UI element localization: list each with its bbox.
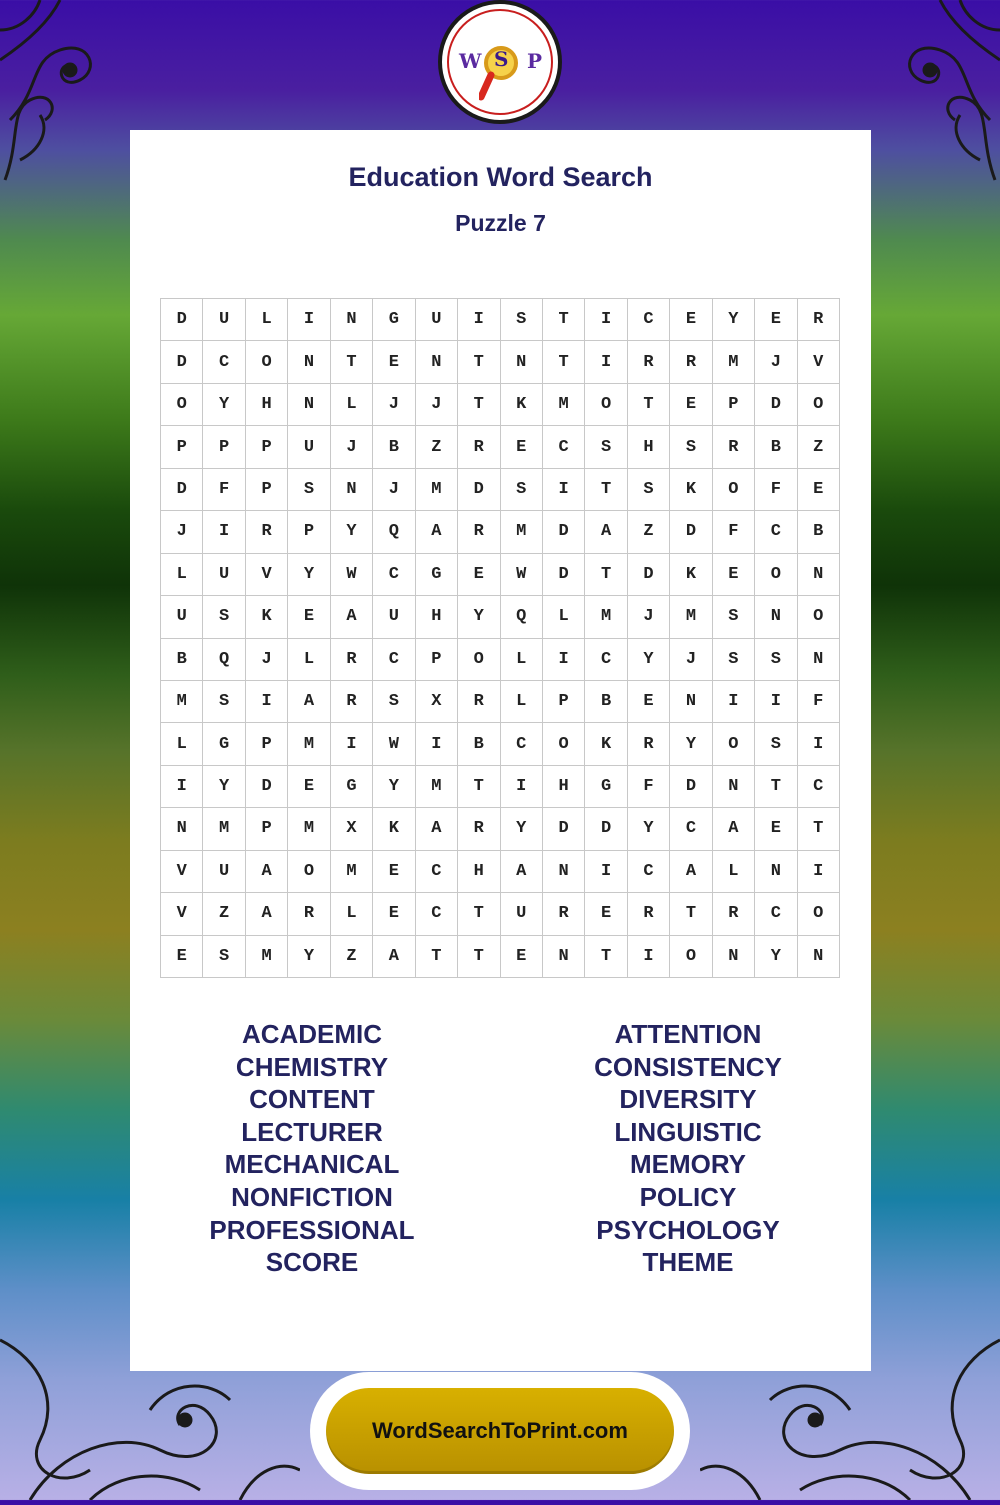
grid-cell[interactable]: J [331,426,373,468]
grid-cell[interactable]: F [713,511,755,553]
grid-cell[interactable]: L [331,893,373,935]
logo-letter-s: S [494,47,509,71]
grid-cell[interactable]: Y [203,766,245,808]
grid-cell[interactable]: G [203,723,245,765]
grid-cell[interactable]: E [373,893,415,935]
grid-cell[interactable]: M [585,596,627,638]
grid-cell[interactable]: R [713,426,755,468]
grid-cell[interactable]: V [161,851,203,893]
grid-cell[interactable]: J [161,511,203,553]
grid-cell[interactable]: A [373,936,415,978]
grid-cell[interactable]: A [670,851,712,893]
grid-cell[interactable]: R [331,681,373,723]
grid-cell[interactable]: Z [798,426,840,468]
grid-cell[interactable]: N [798,639,840,681]
grid-cell[interactable]: D [246,766,288,808]
grid-cell[interactable]: I [585,299,627,341]
grid-cell[interactable]: C [416,893,458,935]
word-list-item: CONTENT [249,1084,375,1115]
grid-cell[interactable]: V [798,341,840,383]
grid-cell[interactable]: R [543,893,585,935]
grid-cell[interactable]: T [458,341,500,383]
word-list-item: CONSISTENCY [594,1051,782,1082]
grid-cell[interactable]: A [416,808,458,850]
grid-cell[interactable]: Q [203,639,245,681]
grid-cell[interactable]: I [755,681,797,723]
grid-cell[interactable]: N [713,766,755,808]
grid-cell[interactable]: T [585,936,627,978]
grid-cell[interactable]: B [161,639,203,681]
grid-cell[interactable]: F [203,469,245,511]
grid-cell[interactable]: P [246,723,288,765]
grid-cell[interactable]: M [670,596,712,638]
grid-cell[interactable]: I [585,851,627,893]
grid-cell[interactable]: R [670,341,712,383]
grid-cell[interactable]: M [246,936,288,978]
grid-cell[interactable]: T [416,936,458,978]
grid-cell[interactable]: U [203,554,245,596]
grid-cell[interactable]: I [246,681,288,723]
grid-cell[interactable]: K [670,469,712,511]
grid-cell[interactable]: I [628,936,670,978]
grid-cell[interactable]: I [416,723,458,765]
grid-cell[interactable]: J [416,384,458,426]
grid-cell[interactable]: E [755,299,797,341]
grid-cell[interactable]: E [161,936,203,978]
grid-cell[interactable]: S [713,639,755,681]
word-list-item: LINGUISTIC [614,1116,762,1147]
grid-cell[interactable]: C [628,299,670,341]
grid-cell[interactable]: S [373,681,415,723]
word-list-item: THEME [642,1247,734,1278]
grid-cell[interactable]: E [373,851,415,893]
grid-cell[interactable]: U [203,851,245,893]
word-list-right [538,1018,838,1279]
grid-cell[interactable]: Y [203,384,245,426]
grid-cell[interactable]: R [458,511,500,553]
word-list-item: MECHANICAL [224,1149,400,1180]
grid-cell[interactable]: O [798,596,840,638]
grid-cell[interactable]: E [713,554,755,596]
grid-cell[interactable]: R [458,426,500,468]
grid-cell[interactable]: H [416,596,458,638]
word-list-item: PROFESSIONAL [209,1214,415,1245]
grid-cell[interactable]: D [755,384,797,426]
grid-cell[interactable]: C [628,851,670,893]
grid-cell[interactable]: N [416,341,458,383]
grid-cell[interactable]: N [798,936,840,978]
grid-cell[interactable]: B [458,723,500,765]
grid-cell[interactable]: U [501,893,543,935]
word-list-item: ATTENTION [614,1019,762,1049]
grid-cell[interactable]: S [755,639,797,681]
grid-cell[interactable]: C [670,808,712,850]
grid-cell[interactable]: M [416,469,458,511]
grid-cell[interactable]: T [670,893,712,935]
grid-cell[interactable]: V [246,554,288,596]
word-list-left [162,1018,462,1279]
grid-cell[interactable]: H [458,851,500,893]
grid-cell[interactable]: U [203,299,245,341]
grid-cell[interactable]: Y [331,511,373,553]
grid-cell[interactable]: M [501,511,543,553]
grid-cell[interactable]: E [501,936,543,978]
page-title: Education Word Search [348,162,653,192]
word-list-item: SCORE [265,1247,359,1278]
grid-cell[interactable]: B [585,681,627,723]
word-list-item: LECTURER [241,1116,383,1147]
grid-cell[interactable]: E [628,681,670,723]
grid-cell[interactable]: N [161,808,203,850]
word-list-item: POLICY [639,1181,737,1212]
grid-cell[interactable]: Y [288,936,330,978]
grid-cell[interactable]: C [416,851,458,893]
grid-cell[interactable]: S [203,596,245,638]
grid-cell[interactable]: U [416,299,458,341]
grid-cell[interactable]: M [416,766,458,808]
grid-cell[interactable]: N [543,936,585,978]
grid-cell[interactable]: I [458,299,500,341]
grid-cell[interactable]: M [331,851,373,893]
logo-letter-p: P [527,49,543,73]
grid-cell[interactable]: Y [628,639,670,681]
grid-cell[interactable]: I [585,341,627,383]
grid-cell[interactable]: R [628,893,670,935]
grid-cell[interactable]: R [458,808,500,850]
grid-cell[interactable]: A [331,596,373,638]
grid-cell[interactable]: D [161,299,203,341]
grid-cell[interactable]: R [798,299,840,341]
grid-cell[interactable]: E [798,469,840,511]
grid-cell[interactable]: Y [501,808,543,850]
grid-cell[interactable]: D [161,469,203,511]
grid-cell[interactable]: O [755,554,797,596]
grid-cell[interactable]: K [670,554,712,596]
grid-cell[interactable]: C [373,639,415,681]
grid-cell[interactable]: P [288,511,330,553]
grid-cell[interactable]: N [755,596,797,638]
grid-cell[interactable]: J [670,639,712,681]
grid-cell[interactable]: O [543,723,585,765]
grid-cell[interactable]: S [501,469,543,511]
grid-cell[interactable]: K [501,384,543,426]
grid-cell[interactable]: I [713,681,755,723]
grid-cell[interactable]: E [288,596,330,638]
grid-cell[interactable]: P [713,384,755,426]
grid-cell[interactable]: I [288,299,330,341]
grid-cell[interactable]: A [585,511,627,553]
grid-cell[interactable]: R [331,639,373,681]
grid-cell[interactable]: E [501,426,543,468]
grid-cell[interactable]: T [543,341,585,383]
grid-cell[interactable]: P [161,426,203,468]
grid-cell[interactable]: Y [628,808,670,850]
grid-cell[interactable]: K [585,723,627,765]
grid-cell[interactable]: A [246,851,288,893]
grid-cell[interactable]: R [246,511,288,553]
grid-cell[interactable]: C [203,341,245,383]
grid-cell[interactable]: B [755,426,797,468]
grid-cell[interactable]: S [203,681,245,723]
grid-cell[interactable]: D [670,766,712,808]
grid-cell[interactable]: H [246,384,288,426]
grid-cell[interactable]: T [755,766,797,808]
grid-cell[interactable]: B [798,511,840,553]
grid-cell[interactable]: S [203,936,245,978]
grid-cell[interactable]: T [585,469,627,511]
grid-cell[interactable]: E [288,766,330,808]
grid-cell[interactable]: A [501,851,543,893]
puzzle-panel [130,130,871,1371]
grid-cell[interactable]: F [755,469,797,511]
grid-cell[interactable]: O [798,384,840,426]
grid-cell[interactable]: O [713,723,755,765]
grid-cell[interactable]: T [628,384,670,426]
grid-cell[interactable]: P [543,681,585,723]
grid-cell[interactable]: R [288,893,330,935]
grid-cell[interactable]: I [543,639,585,681]
grid-cell[interactable]: T [458,893,500,935]
grid-cell[interactable]: I [798,723,840,765]
grid-cell[interactable]: J [628,596,670,638]
grid-cell[interactable]: E [670,299,712,341]
grid-cell[interactable]: Y [373,766,415,808]
grid-cell[interactable]: J [373,384,415,426]
grid-cell[interactable]: L [713,851,755,893]
word-list-item: ACADEMIC [241,1019,383,1049]
grid-cell[interactable]: Q [373,511,415,553]
grid-cell[interactable]: Z [203,893,245,935]
grid-cell[interactable]: C [585,639,627,681]
letter-grid [160,298,840,978]
grid-cell[interactable]: P [246,426,288,468]
grid-cell[interactable]: S [628,469,670,511]
grid-cell[interactable]: C [755,893,797,935]
grid-cell[interactable]: L [543,596,585,638]
grid-cell[interactable]: H [628,426,670,468]
word-list-item: MEMORY [629,1149,747,1180]
word-list-item: DIVERSITY [619,1084,757,1115]
grid-cell[interactable]: F [628,766,670,808]
grid-cell[interactable]: M [543,384,585,426]
grid-cell[interactable]: K [373,808,415,850]
grid-cell[interactable]: S [288,469,330,511]
grid-cell[interactable]: C [798,766,840,808]
grid-cell[interactable]: A [713,808,755,850]
grid-cell[interactable]: I [798,851,840,893]
grid-cell[interactable]: N [713,936,755,978]
grid-cell[interactable]: L [161,723,203,765]
grid-cell[interactable]: V [161,893,203,935]
grid-cell[interactable]: S [501,299,543,341]
grid-cell[interactable]: N [543,851,585,893]
grid-cell[interactable]: O [798,893,840,935]
grid-cell[interactable]: U [161,596,203,638]
grid-cell[interactable]: O [246,341,288,383]
grid-cell[interactable]: P [203,426,245,468]
grid-cell[interactable]: Z [416,426,458,468]
puzzle-number: Puzzle 7 [455,210,546,236]
grid-cell[interactable]: D [543,554,585,596]
grid-cell[interactable]: T [331,341,373,383]
grid-cell[interactable]: Y [288,554,330,596]
grid-cell[interactable]: L [288,639,330,681]
grid-cell[interactable]: N [331,469,373,511]
grid-cell[interactable]: R [628,723,670,765]
grid-cell[interactable]: N [798,554,840,596]
grid-cell[interactable]: M [161,681,203,723]
grid-cell[interactable]: E [373,341,415,383]
grid-cell[interactable]: E [585,893,627,935]
grid-cell[interactable]: O [713,469,755,511]
grid-cell[interactable]: I [161,766,203,808]
word-list-item: CHEMISTRY [235,1051,389,1082]
grid-cell[interactable]: X [331,808,373,850]
grid-cell[interactable]: G [585,766,627,808]
grid-cell[interactable]: O [458,639,500,681]
grid-cell[interactable]: S [670,426,712,468]
grid-cell[interactable]: B [373,426,415,468]
grid-cell[interactable]: D [628,554,670,596]
grid-cell[interactable]: M [288,723,330,765]
site-link-button[interactable]: WordSearchToPrint.com [326,1388,674,1474]
grid-cell[interactable]: N [501,341,543,383]
grid-cell[interactable]: D [161,341,203,383]
grid-cell[interactable]: L [161,554,203,596]
grid-cell[interactable]: T [458,384,500,426]
grid-cell[interactable]: C [373,554,415,596]
grid-cell[interactable]: R [458,681,500,723]
grid-cell[interactable]: E [670,384,712,426]
grid-cell[interactable]: D [670,511,712,553]
grid-cell[interactable]: O [288,851,330,893]
grid-cell[interactable]: P [246,469,288,511]
grid-cell[interactable]: J [755,341,797,383]
grid-cell[interactable]: L [331,384,373,426]
grid-cell[interactable]: Y [670,723,712,765]
grid-cell[interactable]: I [203,511,245,553]
word-list-item: PSYCHOLOGY [596,1214,780,1245]
grid-cell[interactable]: L [501,639,543,681]
grid-cell[interactable]: Y [755,936,797,978]
footer-badge [310,1372,690,1490]
grid-cell[interactable]: Y [458,596,500,638]
grid-cell[interactable]: N [755,851,797,893]
grid-cell[interactable]: T [458,766,500,808]
grid-cell[interactable]: N [288,341,330,383]
grid-cell[interactable]: M [203,808,245,850]
grid-cell[interactable]: G [373,299,415,341]
grid-cell[interactable]: P [246,808,288,850]
grid-cell[interactable]: E [755,808,797,850]
grid-cell[interactable]: L [246,299,288,341]
grid-cell[interactable]: C [501,723,543,765]
grid-cell[interactable]: D [458,469,500,511]
logo-ring [447,9,553,115]
word-list-item: NONFICTION [231,1181,393,1212]
grid-cell[interactable]: W [331,554,373,596]
grid-cell[interactable]: D [543,808,585,850]
grid-cell[interactable]: Z [331,936,373,978]
grid-cell[interactable]: C [543,426,585,468]
grid-cell[interactable]: N [670,681,712,723]
grid-cell[interactable]: W [373,723,415,765]
grid-cell[interactable]: S [755,723,797,765]
grid-cell[interactable]: D [585,808,627,850]
grid-cell[interactable]: O [161,384,203,426]
site-logo[interactable] [438,0,562,124]
grid-cell[interactable]: S [585,426,627,468]
grid-cell[interactable]: R [628,341,670,383]
grid-cell[interactable]: A [416,511,458,553]
grid-cell[interactable]: O [585,384,627,426]
grid-cell[interactable]: R [713,893,755,935]
grid-cell[interactable]: L [501,681,543,723]
grid-cell[interactable]: N [331,299,373,341]
grid-cell[interactable]: P [416,639,458,681]
grid-cell[interactable]: H [543,766,585,808]
grid-cell[interactable]: Y [713,299,755,341]
grid-cell[interactable]: J [373,469,415,511]
grid-cell[interactable]: G [416,554,458,596]
grid-cell[interactable]: S [713,596,755,638]
grid-cell[interactable]: F [798,681,840,723]
grid-cell[interactable]: I [543,469,585,511]
grid-cell[interactable]: Z [628,511,670,553]
grid-cell[interactable]: M [713,341,755,383]
grid-cell[interactable]: A [246,893,288,935]
grid-cell[interactable]: O [670,936,712,978]
grid-cell[interactable]: T [585,554,627,596]
logo-letter-w: W [459,49,482,73]
grid-cell[interactable]: N [288,384,330,426]
grid-cell[interactable]: U [288,426,330,468]
grid-cell[interactable]: X [416,681,458,723]
grid-cell[interactable]: I [331,723,373,765]
grid-cell[interactable]: T [798,808,840,850]
grid-cell[interactable]: T [458,936,500,978]
grid-cell[interactable]: M [288,808,330,850]
grid-cell[interactable]: T [543,299,585,341]
grid-cell[interactable]: W [501,554,543,596]
grid-cell[interactable]: G [331,766,373,808]
grid-cell[interactable]: Q [501,596,543,638]
grid-cell[interactable]: I [501,766,543,808]
grid-cell[interactable]: E [458,554,500,596]
grid-cell[interactable]: D [543,511,585,553]
grid-cell[interactable]: C [755,511,797,553]
grid-cell[interactable]: J [246,639,288,681]
grid-cell[interactable]: K [246,596,288,638]
grid-cell[interactable]: U [373,596,415,638]
grid-cell[interactable]: A [288,681,330,723]
